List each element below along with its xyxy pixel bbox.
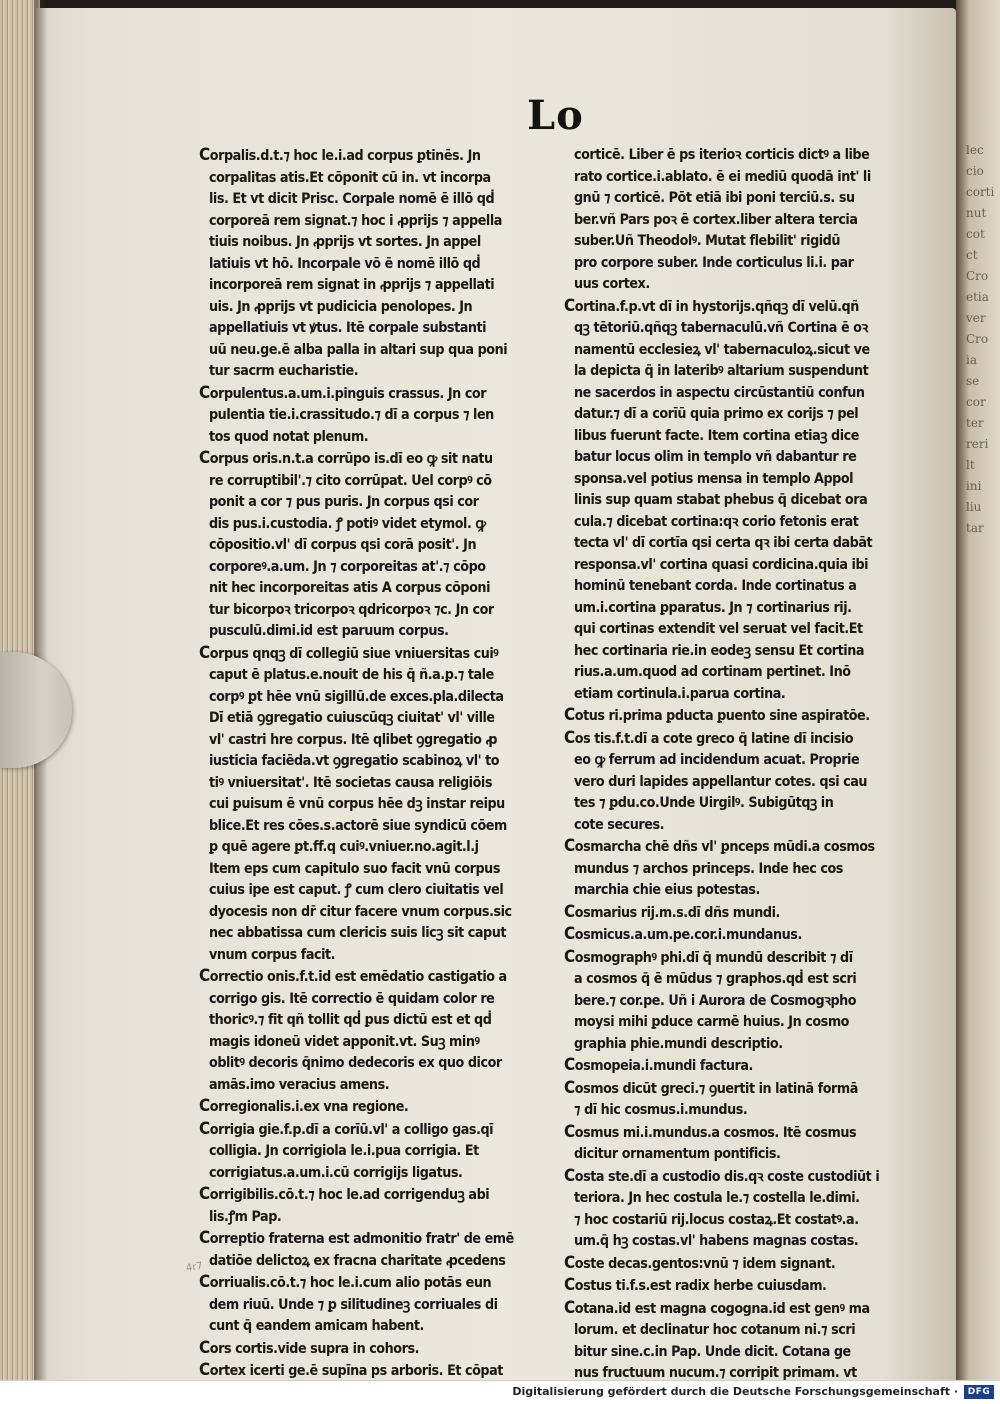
text-line: corpꝰ ꝑt hēe vnū sigillū.de exces.pla.dilecta bbox=[209, 688, 504, 705]
text-line: lis.ꝭm Pap. bbox=[209, 1208, 282, 1225]
entry-headword-line: Cosmographꝰ phi.dī q̄ mundū describit ⁊ dī bbox=[564, 946, 853, 967]
text-line: hec cortinaria rie.in eodeꝫ sensu Et cortina bbox=[574, 642, 865, 659]
text-line: corrigo gis. Itē correctio ē quidam color re bbox=[209, 990, 495, 1007]
adjacent-fragment: nut bbox=[966, 206, 987, 220]
text-line: datiōe delictoꝝ ex fracna charitate ꝓcedens bbox=[209, 1252, 506, 1269]
text-line: rius.a.um.quod ad cortinam pertinet. Inō bbox=[574, 664, 851, 680]
entry-headword-line: Corpulentus.a.um.i.pinguis crassus. Jn cor bbox=[199, 382, 487, 403]
text-line: thoricꝰ.⁊ fit qñ tollit qḋ ꝑus dictū est et qḋ bbox=[209, 1012, 492, 1028]
text-line: nit hec incorporeitas atis A corpus cōponi bbox=[209, 580, 490, 596]
text-line: lorum. et declinatur hoc cotanum ni.⁊ scri bbox=[574, 1322, 856, 1338]
adjacent-page-text bbox=[966, 140, 1000, 539]
text-line: nec abbatissa cum clericis suis licꝫ sit caput bbox=[209, 925, 507, 941]
entry-headword-line: Costus ti.f.s.est radix herbe cuiusdam. bbox=[564, 1275, 827, 1295]
text-line: vl' castri hre corpus. Itē qlibet ꝯgregatio ꝓ bbox=[209, 731, 497, 748]
entry-headword-line: Corregionalis.i.ex vna regione. bbox=[199, 1096, 409, 1116]
adjacent-fragment: etia bbox=[966, 290, 989, 304]
text-line: magis idoneū videt apponit.vt. Suꝫ minꝰ bbox=[209, 1033, 480, 1050]
text-line: latiuis vt hō. Incorpale vō ē nomē illō qḋ bbox=[209, 255, 481, 272]
text-line: cula.⁊ dicebat cortina:qꝛ corio fetonis erat bbox=[574, 513, 859, 530]
text-line: cui ꝑuisum ē vnū corpus hēe dꝫ instar reipu bbox=[209, 796, 505, 812]
text-line: lis. Et vt dicit Prisc. Corpale nomē ē illō qḋ bbox=[209, 191, 495, 207]
text-line: marchia chie eius potestas. bbox=[574, 882, 760, 898]
text-line: etiam cortinula.i.parua cortina. bbox=[574, 685, 786, 702]
funding-credit: Digitalisierung gefördert durch die Deutsche Forschungsgemeinschaft · bbox=[512, 1385, 958, 1398]
text-line: tur sacrm eucharistie. bbox=[209, 363, 359, 379]
text-line: Item eps cum capitulo suo facit vnū corpus bbox=[209, 860, 500, 877]
adjacent-fragment: ct bbox=[966, 248, 978, 262]
text-line: tes ⁊ ꝑdu.co.Unde Uirgilꝰ. Subigūtqꝫ in bbox=[574, 795, 834, 811]
text-line: caput ē platus.e.nouit de his q̄ ñ.a.ꝑ.⁊ tale bbox=[209, 667, 494, 683]
entry-headword-line: Cosmos dicūt greci.⁊ ꝯuertit in latinā formā bbox=[564, 1077, 858, 1098]
text-line: sponsa.vel potius mensa in templo Appol bbox=[574, 470, 854, 487]
text-line: corporeā rem signat.⁊ hoc i ꝓprijs ⁊ appella bbox=[209, 212, 502, 229]
entry-headword-line: Corriualis.cō.t.⁊ hoc le.i.cum alio potās eun bbox=[199, 1272, 492, 1292]
footer-bar bbox=[0, 1380, 1000, 1404]
adjacent-fragment: Cro bbox=[966, 332, 989, 346]
text-line: incorporeā rem signat in ꝓprijs ⁊ appellati bbox=[209, 277, 495, 293]
text-line: moysi mihi ꝑduce carmē huius. Jn cosmo bbox=[574, 1014, 849, 1030]
entry-headword-line: Corpus oris.n.t.a corrūpo is.dī eo ꝙ sit natu bbox=[199, 448, 493, 468]
text-line: suber.Uñ Theodolꝰ. Mutat flebilit' rigidū bbox=[574, 233, 841, 249]
text-line: pulentia tie.i.crassitudo.⁊ dī a corpus ⁊ len bbox=[209, 407, 494, 423]
text-line: iusticia faciēda.vt ꝯgregatio scabinoꝝ vl' to bbox=[209, 753, 500, 769]
text-line: linis sup quam stabat phebus q̄ dicebat ora bbox=[574, 492, 868, 508]
text-line: nus fructuum nucum.⁊ corripit primam. vt bbox=[574, 1365, 857, 1380]
text-line: teriora. Jn hec costula le.⁊ costella le.dimi. bbox=[574, 1190, 860, 1206]
adjacent-fragment: ver bbox=[966, 311, 986, 325]
text-line: namentū ecclesieꝝ vl' tabernaculoꝝ.sicut ve bbox=[574, 341, 870, 358]
text-line: datur.⁊ dī a corīū quia primo ex corijs ⁊ pel bbox=[574, 406, 859, 422]
text-line: tiuis noibus. Jn ꝓprijs vt sortes. Jn appel bbox=[209, 234, 481, 250]
text-line: um.i.cortina ꝑparatus. Jn ⁊ cortinarius rij. bbox=[574, 599, 852, 616]
dfg-logo: DFG bbox=[964, 1385, 994, 1399]
text-line: eo ꝙ ferrum ad incidendum acuat. Proprie bbox=[574, 752, 860, 768]
text-line: graphia phie.mundi descriptio. bbox=[574, 1035, 783, 1052]
text-line: cunt q̄ eandem amicam habent. bbox=[209, 1318, 424, 1334]
text-line: appellatiuis vt ꝟtus. Itē corpale substanti bbox=[209, 320, 487, 336]
entry-headword-line: Cosmarcha chē dñs vl' ꝑnceps mūdi.a cosmos bbox=[564, 836, 875, 856]
adjacent-fragment: cio bbox=[966, 164, 984, 178]
adjacent-fragment: lec bbox=[966, 143, 984, 157]
adjacent-fragment: ter bbox=[966, 416, 984, 430]
text-line: cote secures. bbox=[574, 816, 665, 833]
left-text-column bbox=[199, 145, 561, 1380]
right-text-column bbox=[564, 145, 916, 1380]
text-line: pro corpore suber. Inde corticulus li.i. par bbox=[574, 254, 854, 271]
pencil-mark: 4r7 bbox=[185, 1260, 204, 1275]
entry-headword-line: Correctio onis.f.t.id est emēdatio castigatio a bbox=[199, 966, 507, 986]
entry-headword-line: Corrigibilis.cō.t.⁊ hoc le.ad corrigenduꝫ abi bbox=[199, 1184, 490, 1204]
text-line: dicitur ornamentum pontificis. bbox=[574, 1146, 781, 1162]
text-line: cuius ipe est caput. ꝭ cum clero ciuitatis vel bbox=[209, 882, 504, 898]
adjacent-fragment: liu bbox=[966, 500, 982, 514]
entry-headword-line: Corpalis.d.t.⁊ hoc le.i.ad corpus ꝑtinēs. Jn bbox=[199, 145, 481, 165]
text-line: pusculū.dimi.id est paruum corpus. bbox=[209, 623, 449, 639]
entry-headword-line: Cosmicus.a.um.pe.cor.i.mundanus. bbox=[564, 924, 802, 944]
entry-headword-line: Cosmarius rij.m.s.dī dñs mundi. bbox=[564, 901, 780, 922]
text-line: uis. Jn ꝓprijs vt pudicicia penolopes. Jn bbox=[209, 298, 473, 315]
text-line: la depicta q̄ in lateribꝰ altarium suspendunt bbox=[574, 363, 869, 379]
adjacent-fragment: reri bbox=[966, 437, 989, 451]
text-line: ne sacerdos in aspectu circūstantiū confun bbox=[574, 384, 865, 401]
adjacent-fragment: corti bbox=[966, 185, 995, 199]
text-line: dyocesis non dr̄ citur facere vnum corpus.sic bbox=[209, 903, 512, 920]
entry-headword-line: Cotus ri.prima ꝑducta ꝑuento sine aspiratōe. bbox=[564, 705, 870, 725]
text-line: um.q̄ hꝫ costas.vl' habens magnas costas. bbox=[574, 1233, 859, 1249]
text-line: corpalitas atis.Et cōponit cū in. vt incorpa bbox=[209, 169, 491, 186]
text-line: uus cortex. bbox=[574, 276, 650, 292]
text-line: tecta vl' dī cortīa qsi certa qꝛ ibi certa dabāt bbox=[574, 535, 873, 551]
entry-headword-line: Corrigia gie.f.p.dī a corīū.vl' a colligo gas.qī bbox=[199, 1118, 494, 1139]
text-line: tiꝰ vniuersitat'. Itē societas causa religiōis bbox=[209, 774, 492, 791]
entry-headword-line: Correptio fraterna est admonitio fratr' de emē bbox=[199, 1228, 514, 1248]
adjacent-fragment: lt bbox=[966, 458, 975, 472]
entry-headword-line: Cors cortis.vide supra in cohors. bbox=[199, 1337, 419, 1358]
text-line: responsa.vl' cortina quasi cordicina.quia ibi bbox=[574, 556, 869, 573]
entry-headword-line: Cotana.id est magna cogogna.id est genꝰ ma bbox=[564, 1297, 870, 1318]
text-line: bitur sine.c.in Pap. Unde dicit. Cotana ge bbox=[574, 1343, 851, 1360]
text-line: rato cortice.i.ablato. ē ei mediū quodā int' li bbox=[574, 168, 871, 185]
text-line: tur bicorpoꝛ tricorpoꝛ qdricorpoꝛ ⁊c. Jn cor bbox=[209, 601, 494, 618]
text-line: a cosmos q̄ ē mūdus ⁊ graphos.qḋ est scri bbox=[574, 971, 857, 987]
text-line: libus fuerunt facte. Item cortina etiaꝫ dice bbox=[574, 427, 859, 444]
entry-headword-line: Cosmus mi.i.mundus.a cosmos. Itē cosmus bbox=[564, 1121, 857, 1142]
text-line: bere.⁊ cor.pe. Uñ i Aurora de Cosmogꝛpho bbox=[574, 992, 857, 1009]
text-line: corrigiatus.a.um.i.cū corrigijs ligatus. bbox=[209, 1164, 463, 1181]
text-line: colligia. Jn corrigiola le.i.pua corrigia. Et bbox=[209, 1143, 479, 1159]
text-line: oblitꝰ decoris q̄nimo dedecoris ex quo dicor bbox=[209, 1055, 502, 1071]
text-line: qꝫ tētoriū.qñqꝫ tabernaculū.vñ Cortina ē oꝛ bbox=[574, 320, 868, 336]
text-line: ꝑ quē agere ꝑt.ff.q cuiꝰ.vniuer.no.agit.l.j bbox=[209, 839, 479, 855]
text-line: amās.imo veracius amens. bbox=[209, 1076, 390, 1093]
text-line: ber.vñ Pars poꝛ ē cortex.liber altera tercia bbox=[574, 211, 858, 228]
entry-headword-line: Corpus qnqꝫ dī collegiū siue vniuersitas cuiꝰ bbox=[199, 642, 499, 663]
entry-headword-line: Cosmopeia.i.mundi factura. bbox=[564, 1055, 753, 1075]
text-line: mundus ⁊ archos princeps. Inde hec cos bbox=[574, 860, 843, 877]
adjacent-fragment: cot bbox=[966, 227, 985, 241]
adjacent-fragment: cor bbox=[966, 395, 986, 409]
entry-headword-line: Costa ste.dī a custodio dis.qꝛ coste custodiūt i bbox=[564, 1165, 880, 1186]
entry-headword-line: Cortex icerti ge.ē supīna ps arboris. Et cōpat bbox=[199, 1360, 503, 1380]
adjacent-fragment: se bbox=[966, 374, 980, 388]
text-line: cōpositio.vl' dī corpus qsi corā posit'. Jn bbox=[209, 537, 477, 553]
text-line: uū neu.ge.ē alba palla in altari sup qua poni bbox=[209, 341, 508, 358]
text-line: Dī etiā ꝯgregatio cuiuscūqꝫ ciuitat' vl' ville bbox=[209, 710, 495, 726]
text-line: blice.Et res cōes.s.actorē siue syndicū cōem bbox=[209, 817, 507, 834]
text-line: gnū ⁊ corticē. Pōt etiā ibi poni terciū.s. su bbox=[574, 190, 855, 206]
text-line: corporeꝰ.a.um. Jn ⁊ corporeitas at'.⁊ cōpo bbox=[209, 558, 486, 575]
entry-headword-line: Cos tis.f.t.dī a cote greco q̄ latine dī incisio bbox=[564, 727, 854, 748]
text-line: re corruptibil'.⁊ cito corrūpat. Uel corpꝰ cō bbox=[209, 472, 492, 489]
text-line: ponit a cor ⁊ pus puris. Jn corpus qsi cor bbox=[209, 494, 479, 510]
adjacent-fragment: Cro bbox=[966, 269, 989, 283]
text-line: qui cortinas extendit vel seruat vel facit.Et bbox=[574, 621, 863, 637]
entry-headword-line: Cortina.f.p.vt dī in hystorijs.qñqꝫ dī velū.qñ bbox=[564, 295, 859, 316]
adjacent-page bbox=[956, 0, 1000, 1380]
text-line: hominū tenebant corda. Inde cortinatus a bbox=[574, 578, 857, 594]
page-running-header: Lo bbox=[527, 92, 584, 139]
entry-headword-line: Coste decas.gentos:vnū ⁊ idem signant. bbox=[564, 1252, 836, 1273]
text-line: dem riuū. Unde ⁊ ꝑ silitudineꝫ corriuales di bbox=[209, 1296, 498, 1313]
text-line: dis pus.i.custodia. ꝭ potiꝰ videt etymol. ꝙ bbox=[209, 515, 486, 532]
text-line: ⁊ dī hic cosmus.i.mundus. bbox=[574, 1102, 748, 1118]
text-line: vnum corpus facit. bbox=[209, 946, 336, 963]
text-line: tos quod notat plenum. bbox=[209, 428, 369, 445]
adjacent-fragment: ini bbox=[966, 479, 982, 493]
text-line: ⁊ hoc costariū rij.locus costaꝝ.Et costatꝰ.a. bbox=[574, 1211, 859, 1228]
text-line: vero duri lapides appellantur cotes. qsi cau bbox=[574, 773, 868, 790]
adjacent-fragment: ia bbox=[966, 353, 977, 367]
adjacent-fragment: tar bbox=[966, 521, 984, 535]
text-line: corticē. Liber ē ps iterioꝛ corticis dictꝰ a libe bbox=[574, 147, 870, 163]
text-line: batur locus olim in templo vñ dabantur re bbox=[574, 449, 857, 465]
